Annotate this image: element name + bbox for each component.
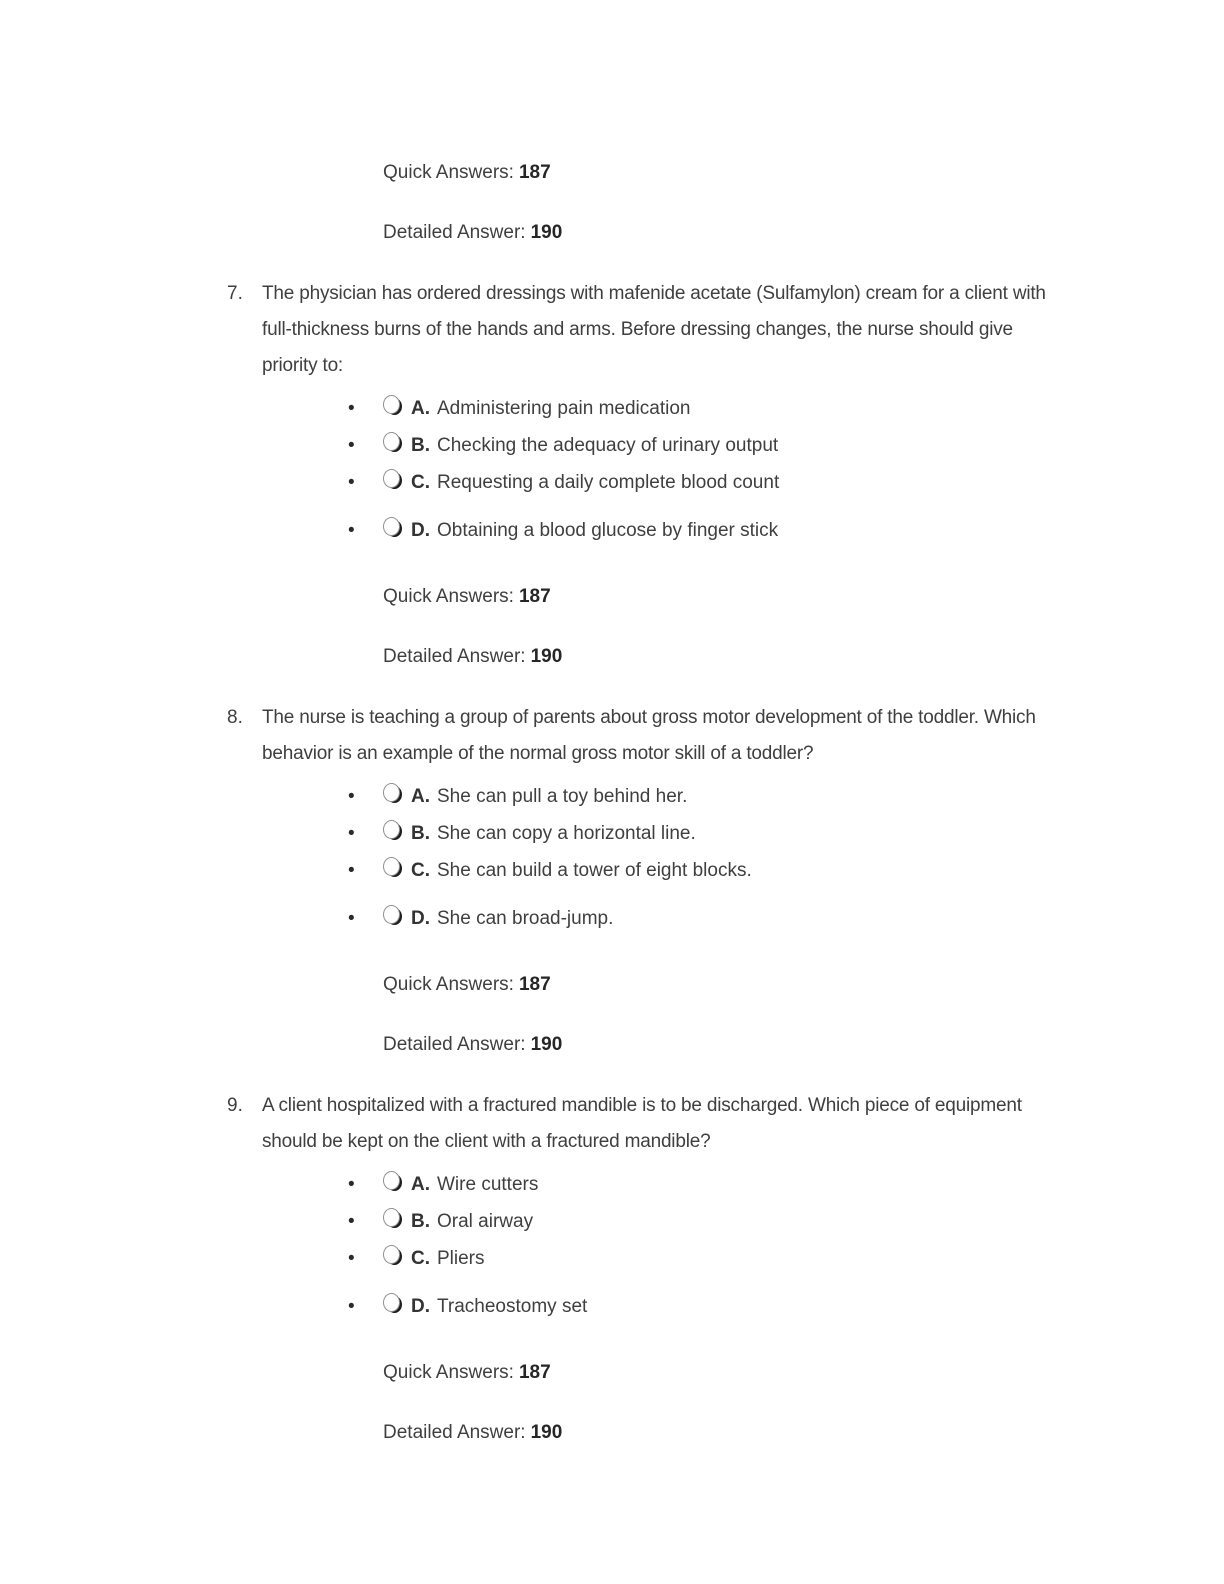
option-b <box>348 427 1104 464</box>
radio-button[interactable] <box>383 820 400 839</box>
option-text: Pliers <box>437 1247 485 1269</box>
option-letter: B. <box>411 434 430 456</box>
options-list <box>227 778 1104 937</box>
option-a <box>348 1166 1104 1203</box>
option-text: Tracheostomy set <box>437 1295 588 1317</box>
option-text: Checking the adequacy of urinary output <box>437 434 779 456</box>
bullet-dot: • <box>348 859 355 881</box>
question-text-line: full-thickness burns of the hands and arms. Before dressing changes, the nurse should give <box>262 319 1013 340</box>
question-text <box>262 1088 1022 1160</box>
question-9 <box>227 1088 1104 1160</box>
question-text-line: The nurse is teaching a group of parents about gross motor development of the toddler. Which <box>262 707 1036 728</box>
detailed-answer-page-number: 190 <box>530 1422 563 1443</box>
detailed-answer-page-number: 190 <box>530 1034 563 1055</box>
option-c <box>348 464 1104 501</box>
bullet-dot: • <box>348 397 355 419</box>
question-text-line: behavior is an example of the normal gross motor skill of a toddler? <box>262 743 814 764</box>
option-letter: D. <box>411 1295 430 1317</box>
question-8 <box>227 700 1104 772</box>
quick-answers-page-number: 187 <box>518 162 551 183</box>
option-b <box>348 815 1104 852</box>
detailed-answer-label: Detailed Answer: <box>383 646 526 667</box>
bullet-dot: • <box>348 471 355 493</box>
option-a <box>348 778 1104 815</box>
option-d <box>348 512 1104 549</box>
option-letter: C. <box>411 471 430 493</box>
option-text: Requesting a daily complete blood count <box>437 471 780 493</box>
option-letter: B. <box>411 822 430 844</box>
question-text-line: The physician has ordered dressings with mafenide acetate (Sulfamylon) cream for a client with <box>262 283 1046 304</box>
option-letter: D. <box>411 907 430 929</box>
answers-block <box>227 579 1104 675</box>
question-block-7 <box>227 276 1104 675</box>
answers-block <box>227 1355 1104 1451</box>
radio-button[interactable] <box>383 783 400 802</box>
quick-answers-line <box>383 1355 1104 1391</box>
radio-button[interactable] <box>383 395 400 414</box>
bullet-dot: • <box>348 1247 355 1269</box>
bullet-dot: • <box>348 1210 355 1232</box>
option-d <box>348 1288 1104 1325</box>
radio-button[interactable] <box>383 517 400 536</box>
quick-answers-page-number: 187 <box>518 586 551 607</box>
bullet-dot: • <box>348 785 355 807</box>
question-text <box>262 700 1036 772</box>
option-letter: B. <box>411 1210 430 1232</box>
quick-answers-page-number: 187 <box>518 1362 551 1383</box>
radio-button[interactable] <box>383 1171 400 1190</box>
option-letter: C. <box>411 859 430 881</box>
option-text: She can broad-jump. <box>437 907 614 929</box>
option-c <box>348 1240 1104 1277</box>
option-text: Oral airway <box>437 1210 534 1232</box>
quick-answers-line <box>383 967 1104 1003</box>
option-text: Obtaining a blood glucose by finger stick <box>437 519 779 541</box>
quick-answers-line <box>383 579 1104 615</box>
detailed-answer-line <box>383 1027 1104 1063</box>
bullet-dot: • <box>348 1173 355 1195</box>
radio-button[interactable] <box>383 1293 400 1312</box>
option-text: She can build a tower of eight blocks. <box>437 859 752 881</box>
option-text: She can pull a toy behind her. <box>437 785 688 807</box>
quick-answers-label: Quick Answers: <box>383 974 514 995</box>
question-text <box>262 276 1046 384</box>
question-text-line: should be kept on the client with a fractured mandible? <box>262 1131 711 1152</box>
bullet-dot: • <box>348 519 355 541</box>
option-letter: A. <box>411 1173 430 1195</box>
question-number: 8. <box>227 707 243 728</box>
detailed-answer-label: Detailed Answer: <box>383 222 526 243</box>
bullet-dot: • <box>348 1295 355 1317</box>
radio-button[interactable] <box>383 905 400 924</box>
detailed-answer-line <box>383 639 1104 675</box>
options-list <box>227 1166 1104 1325</box>
detailed-answer-label: Detailed Answer: <box>383 1422 526 1443</box>
option-text: Administering pain medication <box>437 397 691 419</box>
quick-answers-label: Quick Answers: <box>383 586 514 607</box>
quick-answers-line <box>383 155 1104 191</box>
radio-button[interactable] <box>383 469 400 488</box>
question-text-line: A client hospitalized with a fractured mandible is to be discharged. Which piece of equipment <box>262 1095 1022 1116</box>
question-block-9 <box>227 1088 1104 1451</box>
question-number: 7. <box>227 283 243 304</box>
options-list <box>227 390 1104 549</box>
question-number: 9. <box>227 1095 243 1116</box>
radio-button[interactable] <box>383 857 400 876</box>
option-letter: A. <box>411 397 430 419</box>
option-text: Wire cutters <box>437 1173 539 1195</box>
radio-button[interactable] <box>383 432 400 451</box>
option-a <box>348 390 1104 427</box>
option-c <box>348 852 1104 889</box>
option-letter: A. <box>411 785 430 807</box>
detailed-answer-line <box>383 215 1104 251</box>
detailed-answer-line <box>383 1415 1104 1451</box>
question-text-line: priority to: <box>262 355 344 376</box>
bullet-dot: • <box>348 907 355 929</box>
option-d <box>348 900 1104 937</box>
radio-button[interactable] <box>383 1208 400 1227</box>
answers-block-top <box>227 155 1104 251</box>
quick-answers-page-number: 187 <box>518 974 551 995</box>
quick-answers-label: Quick Answers: <box>383 162 514 183</box>
radio-button[interactable] <box>383 1245 400 1264</box>
option-b <box>348 1203 1104 1240</box>
option-text: She can copy a horizontal line. <box>437 822 696 844</box>
quick-answers-label: Quick Answers: <box>383 1362 514 1383</box>
detailed-answer-page-number: 190 <box>530 646 563 667</box>
detailed-answer-label: Detailed Answer: <box>383 1034 526 1055</box>
bullet-dot: • <box>348 822 355 844</box>
option-letter: D. <box>411 519 430 541</box>
question-block-8 <box>227 700 1104 1063</box>
bullet-dot: • <box>348 434 355 456</box>
answers-block <box>227 967 1104 1063</box>
option-letter: C. <box>411 1247 430 1269</box>
detailed-answer-page-number: 190 <box>530 222 563 243</box>
question-7 <box>227 276 1104 384</box>
